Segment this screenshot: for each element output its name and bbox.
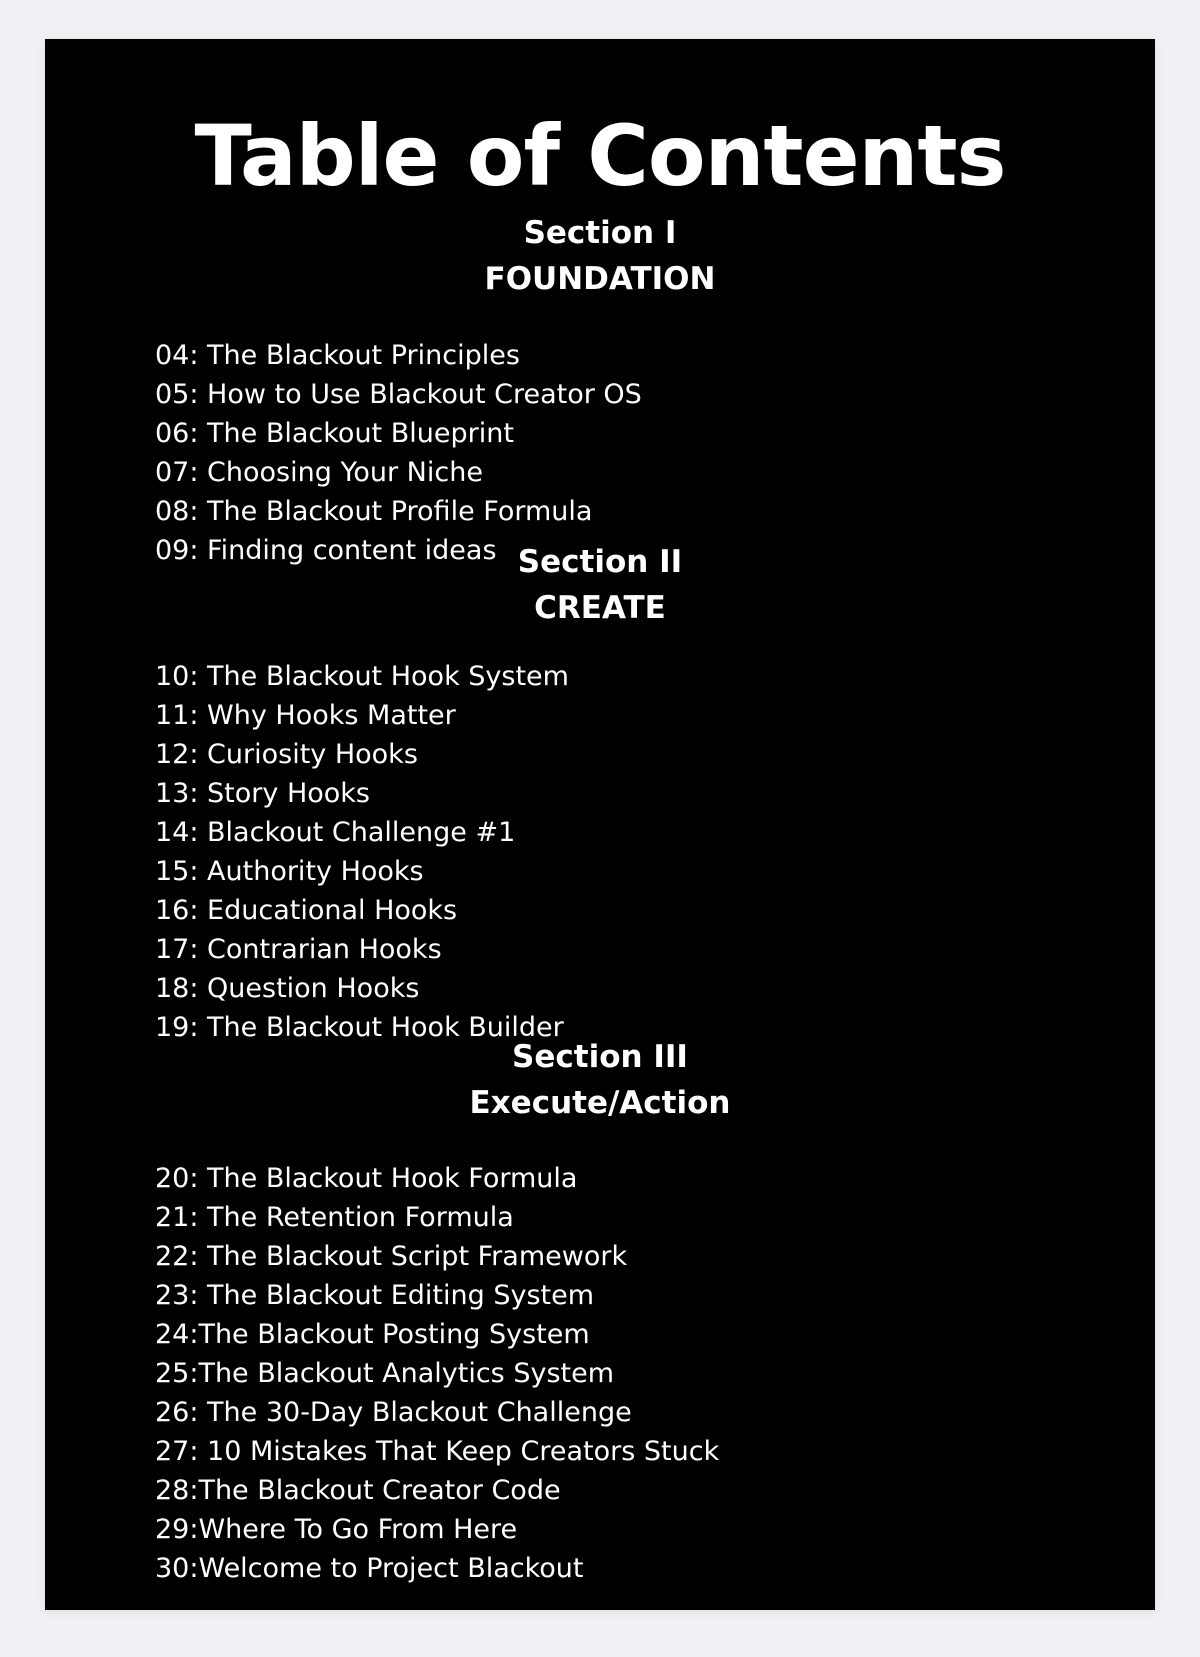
section-number: Section II xyxy=(517,544,683,580)
toc-entry: 13: Story Hooks xyxy=(155,778,370,809)
section-name: CREATE xyxy=(534,590,666,626)
section-heading-2 xyxy=(45,539,1155,631)
toc-entry: 12: Curiosity Hooks xyxy=(155,739,418,770)
toc-entry: 18: Question Hooks xyxy=(155,973,420,1004)
toc-entry: 06: The Blackout Blueprint xyxy=(155,418,514,449)
toc-entry: 14: Blackout Challenge #1 xyxy=(155,817,516,848)
page-title: Table of Contents xyxy=(194,107,1006,205)
section-name: FOUNDATION xyxy=(484,261,716,297)
toc-list-section-3 xyxy=(155,1159,719,1588)
toc-entry: 07: Choosing Your Niche xyxy=(155,457,483,488)
section-heading-3 xyxy=(45,1034,1155,1126)
toc-entry: 10: The Blackout Hook System xyxy=(155,661,569,692)
section-number: Section III xyxy=(512,1039,688,1075)
toc-entry: 26: The 30-Day Blackout Challenge xyxy=(155,1397,632,1428)
toc-entry: 24:The Blackout Posting System xyxy=(155,1319,590,1350)
toc-entry: 21: The Retention Formula xyxy=(155,1202,514,1233)
toc-entry: 20: The Blackout Hook Formula xyxy=(155,1163,578,1194)
section-heading-1 xyxy=(45,210,1155,302)
section-name: Execute/Action xyxy=(469,1085,731,1121)
toc-entry: 11: Why Hooks Matter xyxy=(155,700,456,731)
toc-entry: 17: Contrarian Hooks xyxy=(155,934,442,965)
toc-entry: 08: The Blackout Profile Formula xyxy=(155,496,593,527)
section-number: Section I xyxy=(523,215,677,251)
toc-entry: 23: The Blackout Editing System xyxy=(155,1280,595,1311)
toc-entry: 27: 10 Mistakes That Keep Creators Stuck xyxy=(155,1436,720,1467)
toc-entry: 15: Authority Hooks xyxy=(155,856,424,887)
toc-entry: 29:Where To Go From Here xyxy=(155,1514,518,1545)
toc-entry: 22: The Blackout Script Framework xyxy=(155,1241,628,1272)
toc-entry: 30:Welcome to Project Blackout xyxy=(155,1553,584,1584)
toc-entry: 28:The Blackout Creator Code xyxy=(155,1475,561,1506)
toc-list-section-2 xyxy=(155,657,569,1047)
toc-entry: 04: The Blackout Principles xyxy=(155,340,520,371)
toc-entry: 09: Finding content ideas xyxy=(155,535,497,566)
toc-entry: 19: The Blackout Hook Builder xyxy=(155,1012,564,1043)
toc-entry: 25:The Blackout Analytics System xyxy=(155,1358,615,1389)
toc-entry: 05: How to Use Blackout Creator OS xyxy=(155,379,642,410)
toc-list-section-1 xyxy=(155,336,642,570)
document-page xyxy=(45,39,1155,1610)
toc-entry: 16: Educational Hooks xyxy=(155,895,458,926)
